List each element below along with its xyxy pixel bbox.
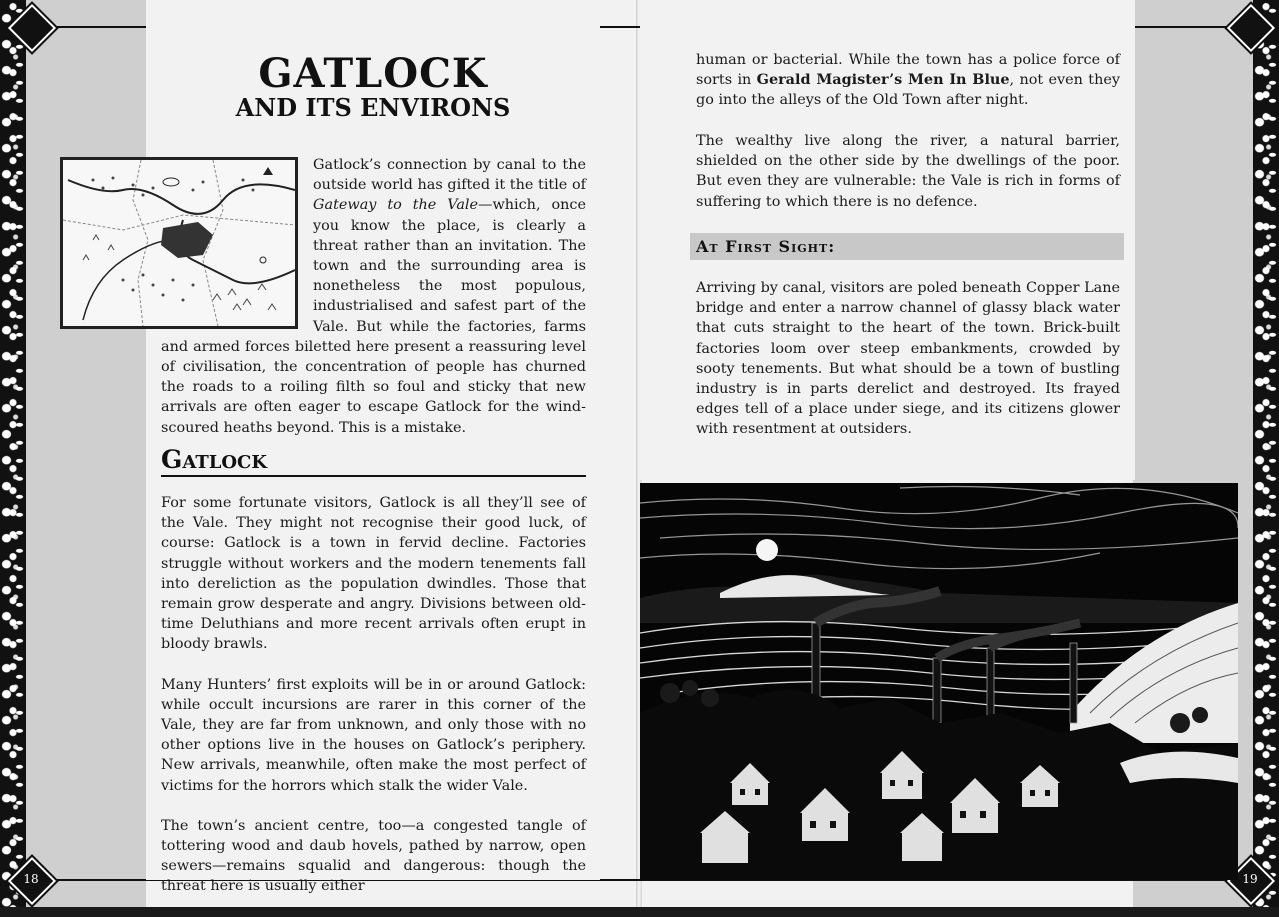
floral-border-right (1253, 0, 1279, 907)
intro-paragraph: Gatlock’s connection by canal to the outside world has gifted it the title of Gateway to the Vale—which, once you know the place, is clearly a threat rather than an invitation. The town and the surrounding area is nonetheless the most populous, industrialised and safest part of the Vale. But while the factories, farms and armed forces biletted here present a reassuring level of civilisation, the concentration of people has churned the roads to a roiling filth so foul and sticky that new arrivals are often eager to escape Gatlock for the wind-scoured heaths beyond. This is a mistake. (161, 157, 586, 436)
body-paragraph: human or bacterial. While the town has a police force of sorts in Gerald Magister’s Men In Blue, not even they go into the alleys of the Old Town after night. (696, 52, 1120, 109)
body-paragraph: The town’s ancient centre, too—a congested tangle of tottering wood and daub hovels, pathed by narrow, open sewers—remains squalid and dangerous: though the threat here is usually either (161, 817, 586, 895)
page-subtitle: AND ITS ENVIRONS (235, 93, 511, 122)
left-text-column (146, 0, 600, 895)
body-paragraph: Arriving by canal, visitors are poled beneath Copper Lane bridge and enter a narrow channel of glassy black water that cuts straight to the heart of the town. Brick-built factories loom over steep embankments, crowded by sooty tenements. But what should be a town of bustling industry is in parts derelict and destroyed. Its frayed edges tell of a place under siege, and its citizens glower with resentment at outsiders. (696, 280, 1120, 438)
page-number-right: 19 (1242, 872, 1258, 886)
left-body-text (161, 493, 586, 917)
body-paragraph: The wealthy live along the river, a natural barrier, shielded on the other side by the dwellings of the poor. But even they are vulnerable: the Vale is rich in forms of suffering to which there is no defence. (696, 133, 1120, 210)
town-illustration-icon (640, 483, 1238, 880)
intro-text-block (161, 155, 586, 438)
right-text-column (640, 0, 1135, 480)
right-paragraph-2 (696, 131, 1120, 212)
floral-border-left (0, 0, 26, 907)
left-margin-band (26, 0, 146, 907)
body-paragraph: For some fortunate visitors, Gatlock is all they’ll see of the Vale. They might not recognise their good luck, of course: Gatlock is a town in fervid decline. Factories struggle without workers and the modern tenements fall into dereliction as the population dwindles. Those that remain grow desperate and angry. Divisions between old-time Deluthians and more recent arrivals often erupt in bloody brawls. (161, 495, 586, 653)
page-title: GATLOCK (258, 50, 488, 97)
section-heading-at-first-sight: At First Sight: (690, 233, 1124, 260)
page-number-left: 18 (23, 872, 39, 886)
right-paragraph-1 (696, 50, 1120, 111)
body-paragraph: Many Hunters’ first exploits will be in or around Gatlock: while occult incursions are rarer in this corner of the Vale, they are far from unknown, and only those with no other options live in the houses on Gatlock’s periphery. New arrivals, meanwhile, often make the most perfect of victims for the horrors which stalk the wider Vale. (161, 676, 586, 794)
section-heading-gatlock: Gatlock (161, 445, 586, 477)
right-paragraph-3 (696, 278, 1120, 440)
